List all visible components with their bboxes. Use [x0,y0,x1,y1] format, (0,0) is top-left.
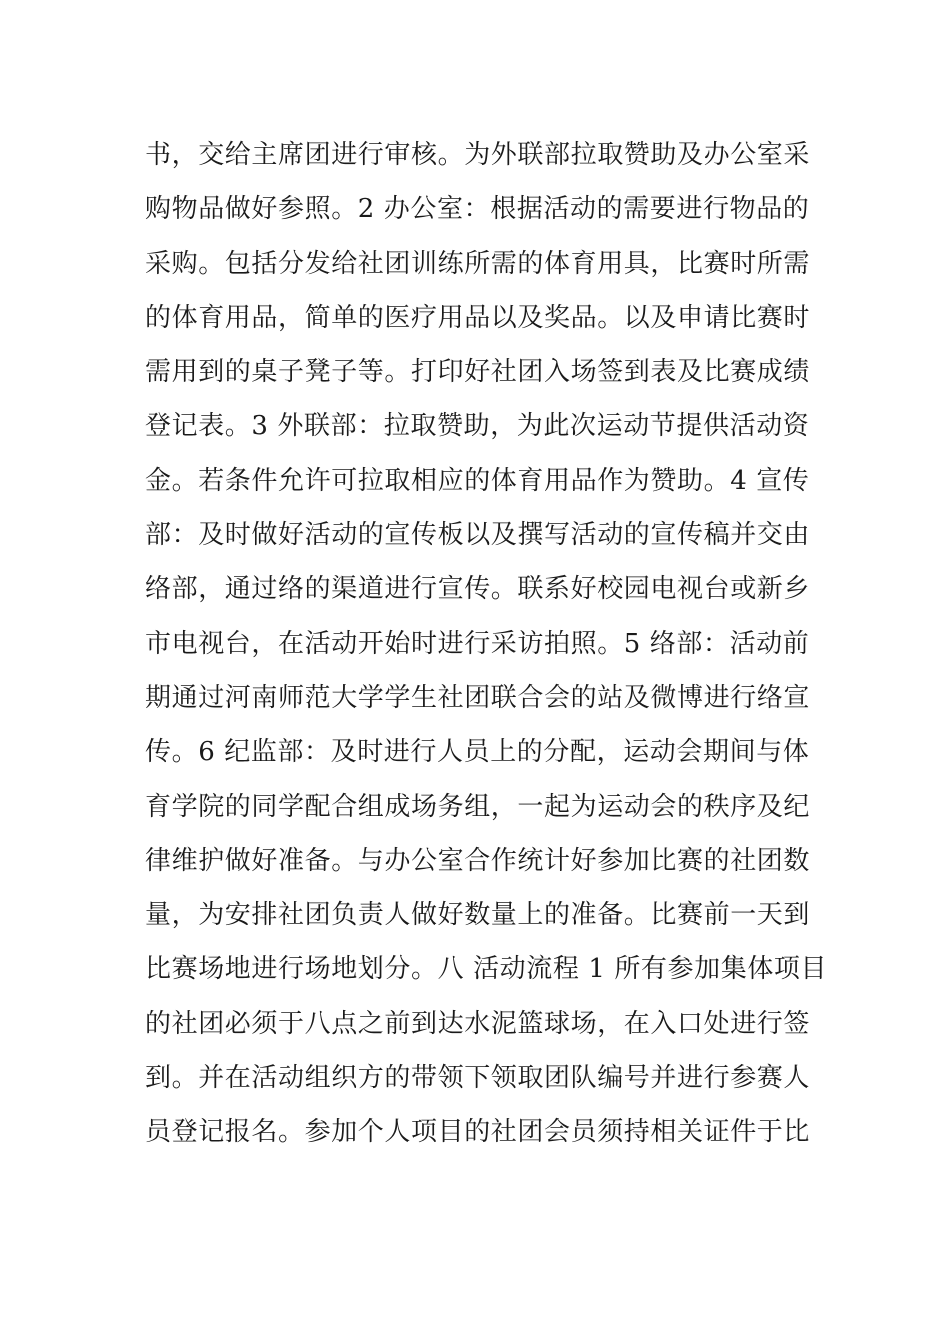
text-line: 登记表。3 外联部：拉取赞助，为此次运动节提供活动资 [145,411,810,442]
text-line: 需用到的桌子凳子等。打印好社团入场签到表及比赛成绩 [145,357,811,388]
text-line: 量，为安排社团负责人做好数量上的准备。比赛前一天到 [145,900,811,931]
text-line: 传。6 纪监部：及时进行人员上的分配，运动会期间与体 [145,737,810,768]
text-line: 育学院的同学配合组成场务组，一起为运动会的秩序及纪 [145,791,811,822]
text-line: 员登记报名。参加个人项目的社团会员须持相关证件于比 [145,1117,811,1148]
text-line: 金。若条件允许可拉取相应的体育用品作为赞助。4 宣传 [145,465,810,496]
text-line: 采购。包括分发给社团训练所需的体育用具，比赛时所需 [145,248,811,279]
text-line: 购物品做好参照。2 办公室：根据活动的需要进行物品的 [145,194,810,225]
text-line: 期通过河南师范大学学生社团联合会的站及微博进行络宣 [145,682,811,713]
text-line: 书，交给主席团进行审核。为外联部拉取赞助及办公室采 [145,140,811,170]
text-line: 到。并在活动组织方的带领下领取团队编号并进行参赛人 [145,1063,811,1094]
body-paragraph [145,128,828,1160]
text-line: 市电视台，在活动开始时进行采访拍照。5 络部：活动前 [145,628,810,659]
text-line: 律维护做好准备。与办公室合作统计好参加比赛的社团数 [145,845,811,876]
text-line: 络部，通过络的渠道进行宣传。联系好校园电视台或新乡 [145,574,811,605]
text-line: 的社团必须于八点之前到达水泥篮球场，在入口处进行签 [145,1008,811,1039]
text-line: 比赛场地进行场地划分。八 活动流程 1 所有参加集体项目 [145,954,828,985]
text-line: 部：及时做好活动的宣传板以及撰写活动的宣传稿并交由 [145,520,811,551]
text-line: 的体育用品，简单的医疗用品以及奖品。以及申请比赛时 [145,302,811,333]
